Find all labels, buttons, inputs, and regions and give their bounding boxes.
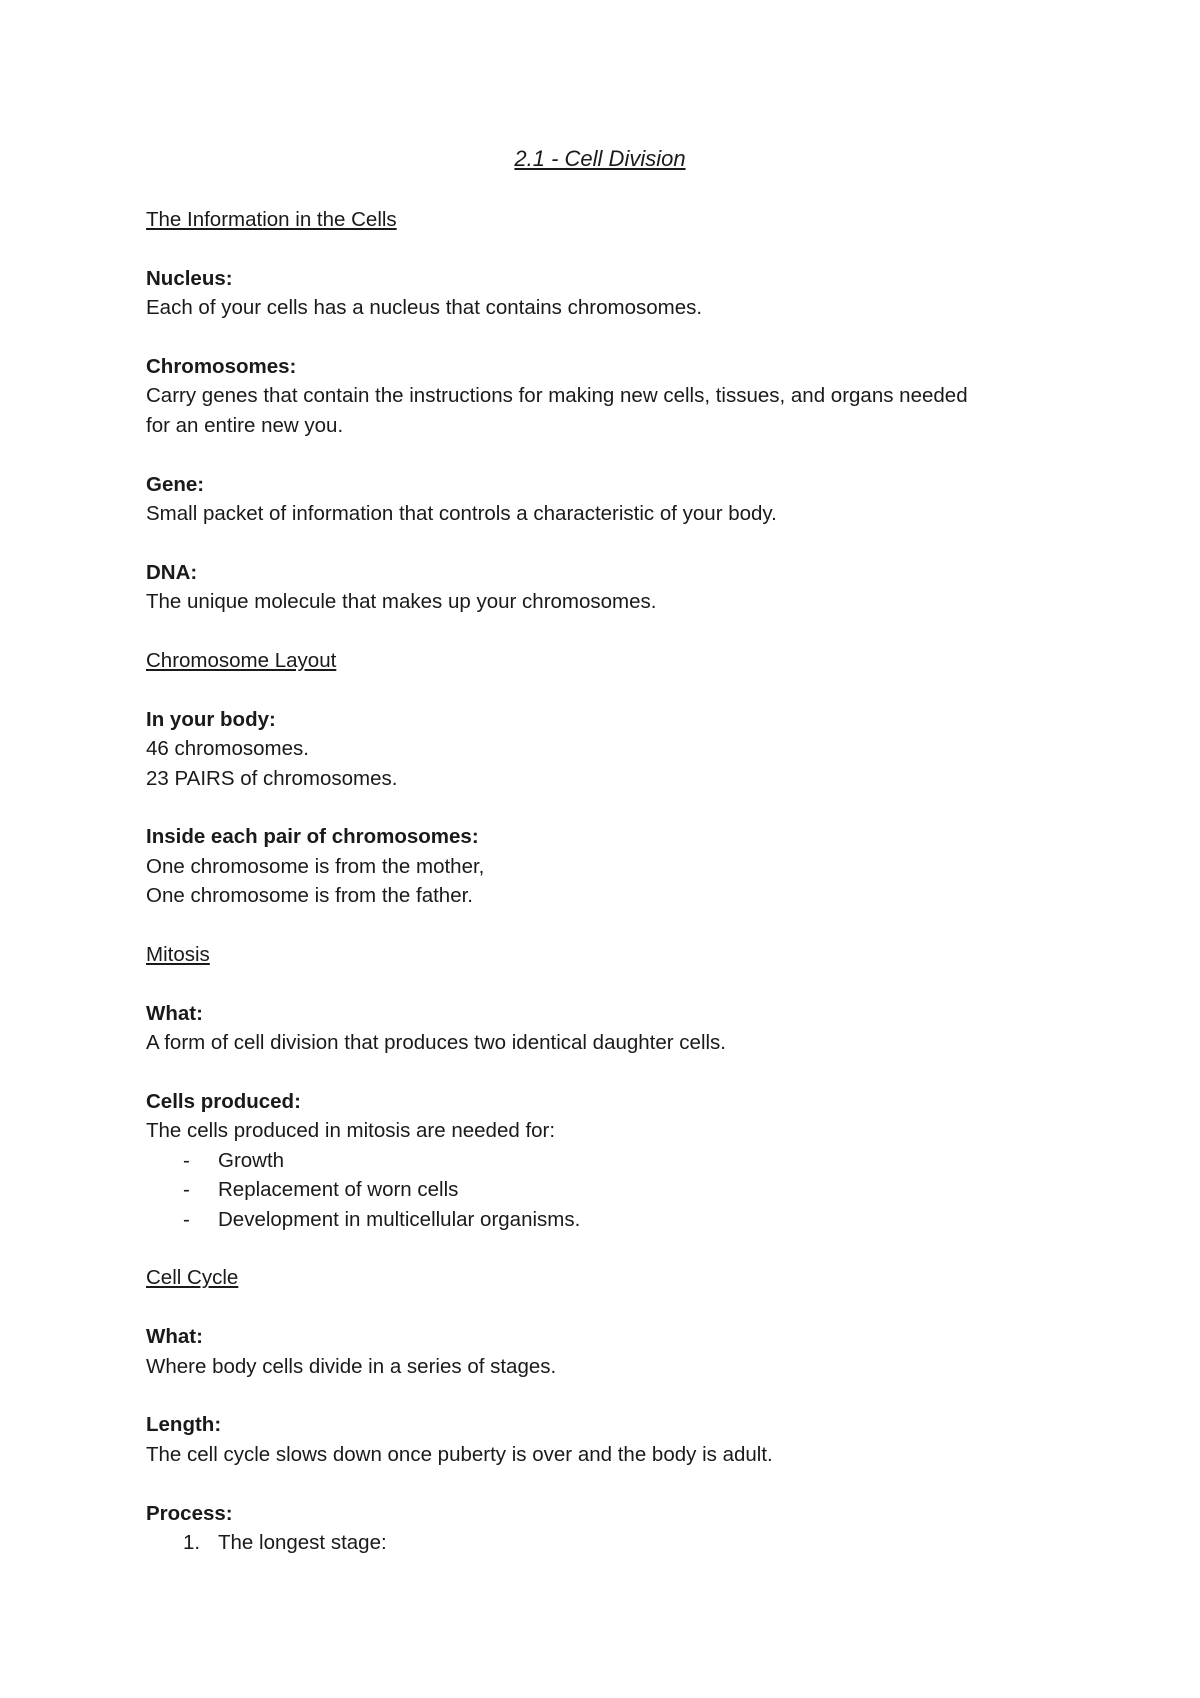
term-process: Process: — [146, 1501, 233, 1525]
term-gene: Gene: — [146, 472, 205, 496]
document-body — [146, 205, 1066, 1557]
definition-gene: Small packet of information that controls a characteristic of your body. — [146, 502, 777, 526]
pair-line-2: One chromosome is from the father. — [146, 884, 473, 908]
list-item: - Replacement of worn cells — [146, 1175, 1066, 1204]
term-nucleus: Nucleus: — [146, 266, 233, 290]
definition-mitosis-what: A form of cell division that produces two identical daughter cells. — [146, 1031, 726, 1055]
term-in-your-body: In your body: — [146, 707, 276, 731]
term-cells-produced: Cells produced: — [146, 1090, 301, 1114]
term-dna: DNA: — [146, 560, 198, 584]
section-heading-cell-cycle: Cell Cycle — [146, 1266, 239, 1290]
term-chromosomes: Chromosomes: — [146, 355, 297, 378]
section-heading-chromosome-layout: Chromosome Layout — [146, 649, 337, 673]
body-line-2: 23 PAIRS of chromosomes. — [146, 766, 398, 790]
definition-cell-cycle-what: Where body cells divide in a series of stages. — [146, 1354, 557, 1378]
definition-dna: The unique molecule that makes up your chromosomes. — [146, 590, 657, 614]
list-item-number: 1. — [183, 1531, 201, 1555]
cells-produced-list — [146, 1146, 1066, 1234]
list-item: - Development in multicellular organisms. — [146, 1205, 1066, 1234]
list-item-text: The longest stage: — [218, 1531, 387, 1555]
process-list — [146, 1528, 1066, 1557]
term-mitosis-what: What: — [146, 1001, 203, 1025]
term-cell-cycle-what: What: — [146, 1325, 203, 1349]
list-item: - Growth — [146, 1146, 1066, 1175]
section-heading-mitosis: Mitosis — [146, 943, 210, 967]
definition-chromosomes-line2: for an entire new you. — [146, 413, 344, 437]
term-inside-each-pair: Inside each pair of chromosomes: — [146, 825, 479, 849]
body-line-1: 46 chromosomes. — [146, 737, 309, 761]
section-heading-information: The Information in the Cells — [146, 208, 397, 231]
definition-length: The cell cycle slows down once puberty is over and the body is adult. — [146, 1442, 773, 1466]
pair-line-1: One chromosome is from the mother, — [146, 854, 485, 878]
term-length: Length: — [146, 1413, 222, 1437]
definition-cells-produced: The cells produced in mitosis are needed for: — [146, 1119, 556, 1143]
list-item — [146, 1528, 1066, 1557]
definition-chromosomes-line1: Carry genes that contain the instructions for making new cells, tissues, and organs needed — [146, 384, 968, 408]
definition-nucleus: Each of your cells has a nucleus that contains chromosomes. — [146, 296, 703, 320]
document-title: 2.1 - Cell Division — [514, 146, 686, 171]
